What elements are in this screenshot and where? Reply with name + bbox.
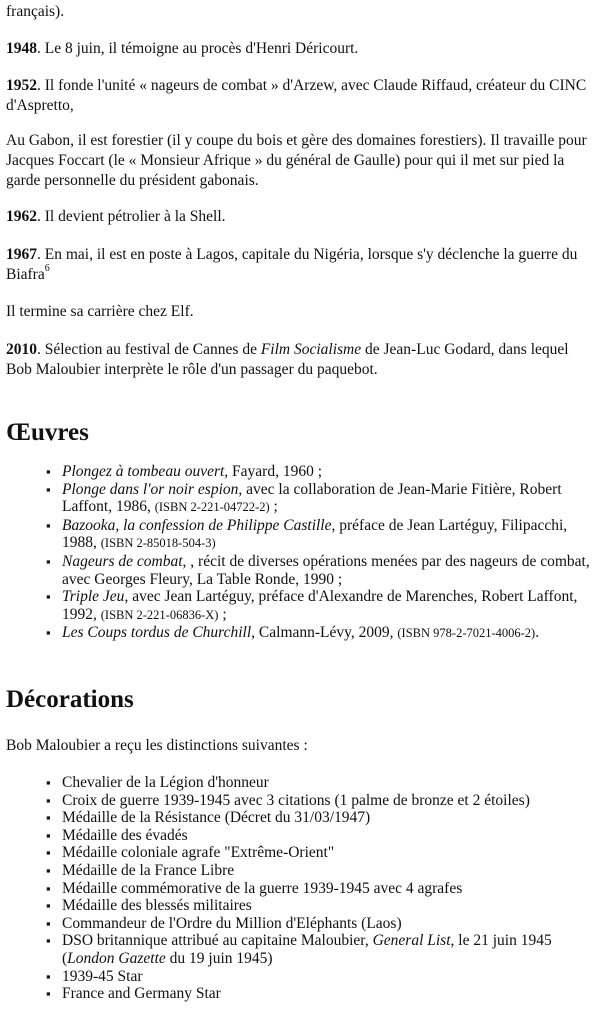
- footnote-ref-6[interactable]: 6: [44, 263, 50, 274]
- year-1948: 1948: [6, 40, 37, 57]
- book-details: , , récit de diverses opérations menées par des nageurs de combat, avec Georges Fleury, La Table Ronde, 1990 ;: [62, 552, 590, 588]
- paragraph-1967: [6, 245, 592, 285]
- list-item: ▪ Croix de guerre 1939-1945 avec 3 citations (1 palme de bronze et 2 étoiles): [0, 792, 594, 810]
- year-2010: 2010: [6, 341, 37, 358]
- text-1962: . Il devient pétrolier à la Shell.: [37, 208, 226, 225]
- text-1948: . Le 8 juin, il témoigne au procès d'Henri Déricourt.: [37, 40, 359, 57]
- book-title: Nageurs de combat: [62, 552, 183, 570]
- list-item: ▪ Médaille commémorative de la guerre 1939-1945 avec 4 agrafes: [0, 880, 594, 898]
- list-item: [0, 932, 594, 967]
- list-item: ▪ Médaille des blessés militaires: [0, 897, 594, 915]
- list-item: ▪ Médaille des évadés: [0, 827, 594, 845]
- list-item: ▪ France and Germany Star: [0, 985, 594, 1003]
- list-item: ▪ Médaille de la Résistance (Décret du 31/03/1947): [0, 809, 594, 827]
- section-heading-oeuvres: Œuvres: [6, 419, 89, 446]
- book-details: , avec la collaboration de Jean-Marie Fitière, Robert Laffont, 1986,: [62, 480, 562, 516]
- book-details: , Fayard, 1960 ;: [224, 463, 323, 480]
- isbn[interactable]: (ISBN 2-221-04722-2): [154, 500, 270, 515]
- list-item: [0, 588, 594, 624]
- decorations-intro: Bob Maloubier a reçu les distinctions suivantes :: [6, 737, 308, 754]
- book-title: Plongez à tombeau ouvert: [62, 463, 225, 480]
- list-punctuation: ;: [218, 605, 227, 623]
- dso-london-gazette: London Gazette: [67, 949, 166, 967]
- book-details: , avec Jean Lartéguy, préface d'Alexandre de Marenches, Robert Laffont, 1992,: [62, 588, 578, 623]
- paragraph-top-fragment: français).: [6, 3, 65, 20]
- paragraph-1962: [6, 207, 592, 227]
- book-details: , Calmann-Lévy, 2009,: [251, 624, 398, 642]
- paragraph-elf: Il termine sa carrière chez Elf.: [6, 303, 194, 320]
- book-title: Bazooka, la confession de Philippe Castille: [62, 516, 332, 534]
- book-title: Triple Jeu: [62, 588, 125, 606]
- list-item: [0, 517, 594, 553]
- section-heading-decorations: Décorations: [6, 686, 134, 713]
- decorations-list: [0, 774, 594, 1003]
- list-item: ▪ Médaille coloniale agrafe "Extrême-Orient": [0, 844, 594, 862]
- list-item: ▪ Chevalier de la Légion d'honneur: [0, 774, 594, 792]
- isbn[interactable]: (ISBN 978-2-7021-4006-2): [397, 626, 536, 641]
- book-details: , préface de Jean Lartéguy, Filipacchi, 1988,: [62, 516, 568, 552]
- year-1967: 1967: [6, 246, 37, 263]
- list-item: [0, 463, 594, 481]
- list-item: [0, 624, 594, 643]
- list-item: ▪ Commandeur de l'Ordre du Million d'Eléphants (Laos): [0, 915, 594, 933]
- list-item: [0, 553, 594, 588]
- list-item: ▪ 1939-45 Star: [0, 968, 594, 986]
- book-title: Plonge dans l'or noir espion: [62, 480, 239, 498]
- year-1952: 1952: [6, 77, 37, 94]
- list-punctuation: .: [535, 624, 540, 642]
- paragraph-gabon: Au Gabon, il est forestier (il y coupe du bois et gère des domaines forestiers). Il travaille pour Jacques Foccart (le « Monsieur Afrique » du général de Gaulle) pour qui il met sur pied la garde personnelle du président gabonais.: [6, 132, 587, 189]
- text-2010-post: de Jean-Luc Godard, dans lequel Bob Maloubier interprète le rôle d'un passager du paquebot.: [6, 341, 569, 378]
- oeuvres-list: [0, 463, 594, 643]
- dso-text-post: du 19 juin 1945): [165, 949, 273, 967]
- text-2010-pre: . Sélection au festival de Cannes de: [37, 341, 261, 358]
- list-item: [0, 481, 594, 517]
- paragraph-1948: [6, 39, 592, 59]
- isbn[interactable]: (ISBN 2-85018-504-3): [100, 536, 216, 551]
- film-title: Film Socialisme: [260, 341, 362, 358]
- list-item: ▪ Médaille de la France Libre: [0, 862, 594, 880]
- dso-text-mid: , le 21 juin 1945 (: [62, 932, 552, 967]
- dso-text-pre: DSO britannique attribué au capitaine Maloubier,: [62, 932, 373, 950]
- list-punctuation: ;: [269, 498, 278, 516]
- book-title: Les Coups tordus de Churchill: [62, 624, 252, 642]
- text-1952: . Il fonde l'unité « nageurs de combat » d'Arzew, avec Claude Riffaud, créateur du CINC d'Aspretto,: [6, 77, 587, 114]
- text-1967: . En mai, il est en poste à Lagos, capitale du Nigéria, lorsque s'y déclenche la guerre du Biafra: [6, 246, 578, 283]
- paragraph-1952: [6, 76, 592, 116]
- year-1962: 1962: [6, 208, 37, 225]
- isbn[interactable]: (ISBN 2-221-06836-X): [100, 607, 219, 622]
- paragraph-2010: [6, 340, 592, 380]
- dso-general-list: General List: [372, 932, 451, 950]
